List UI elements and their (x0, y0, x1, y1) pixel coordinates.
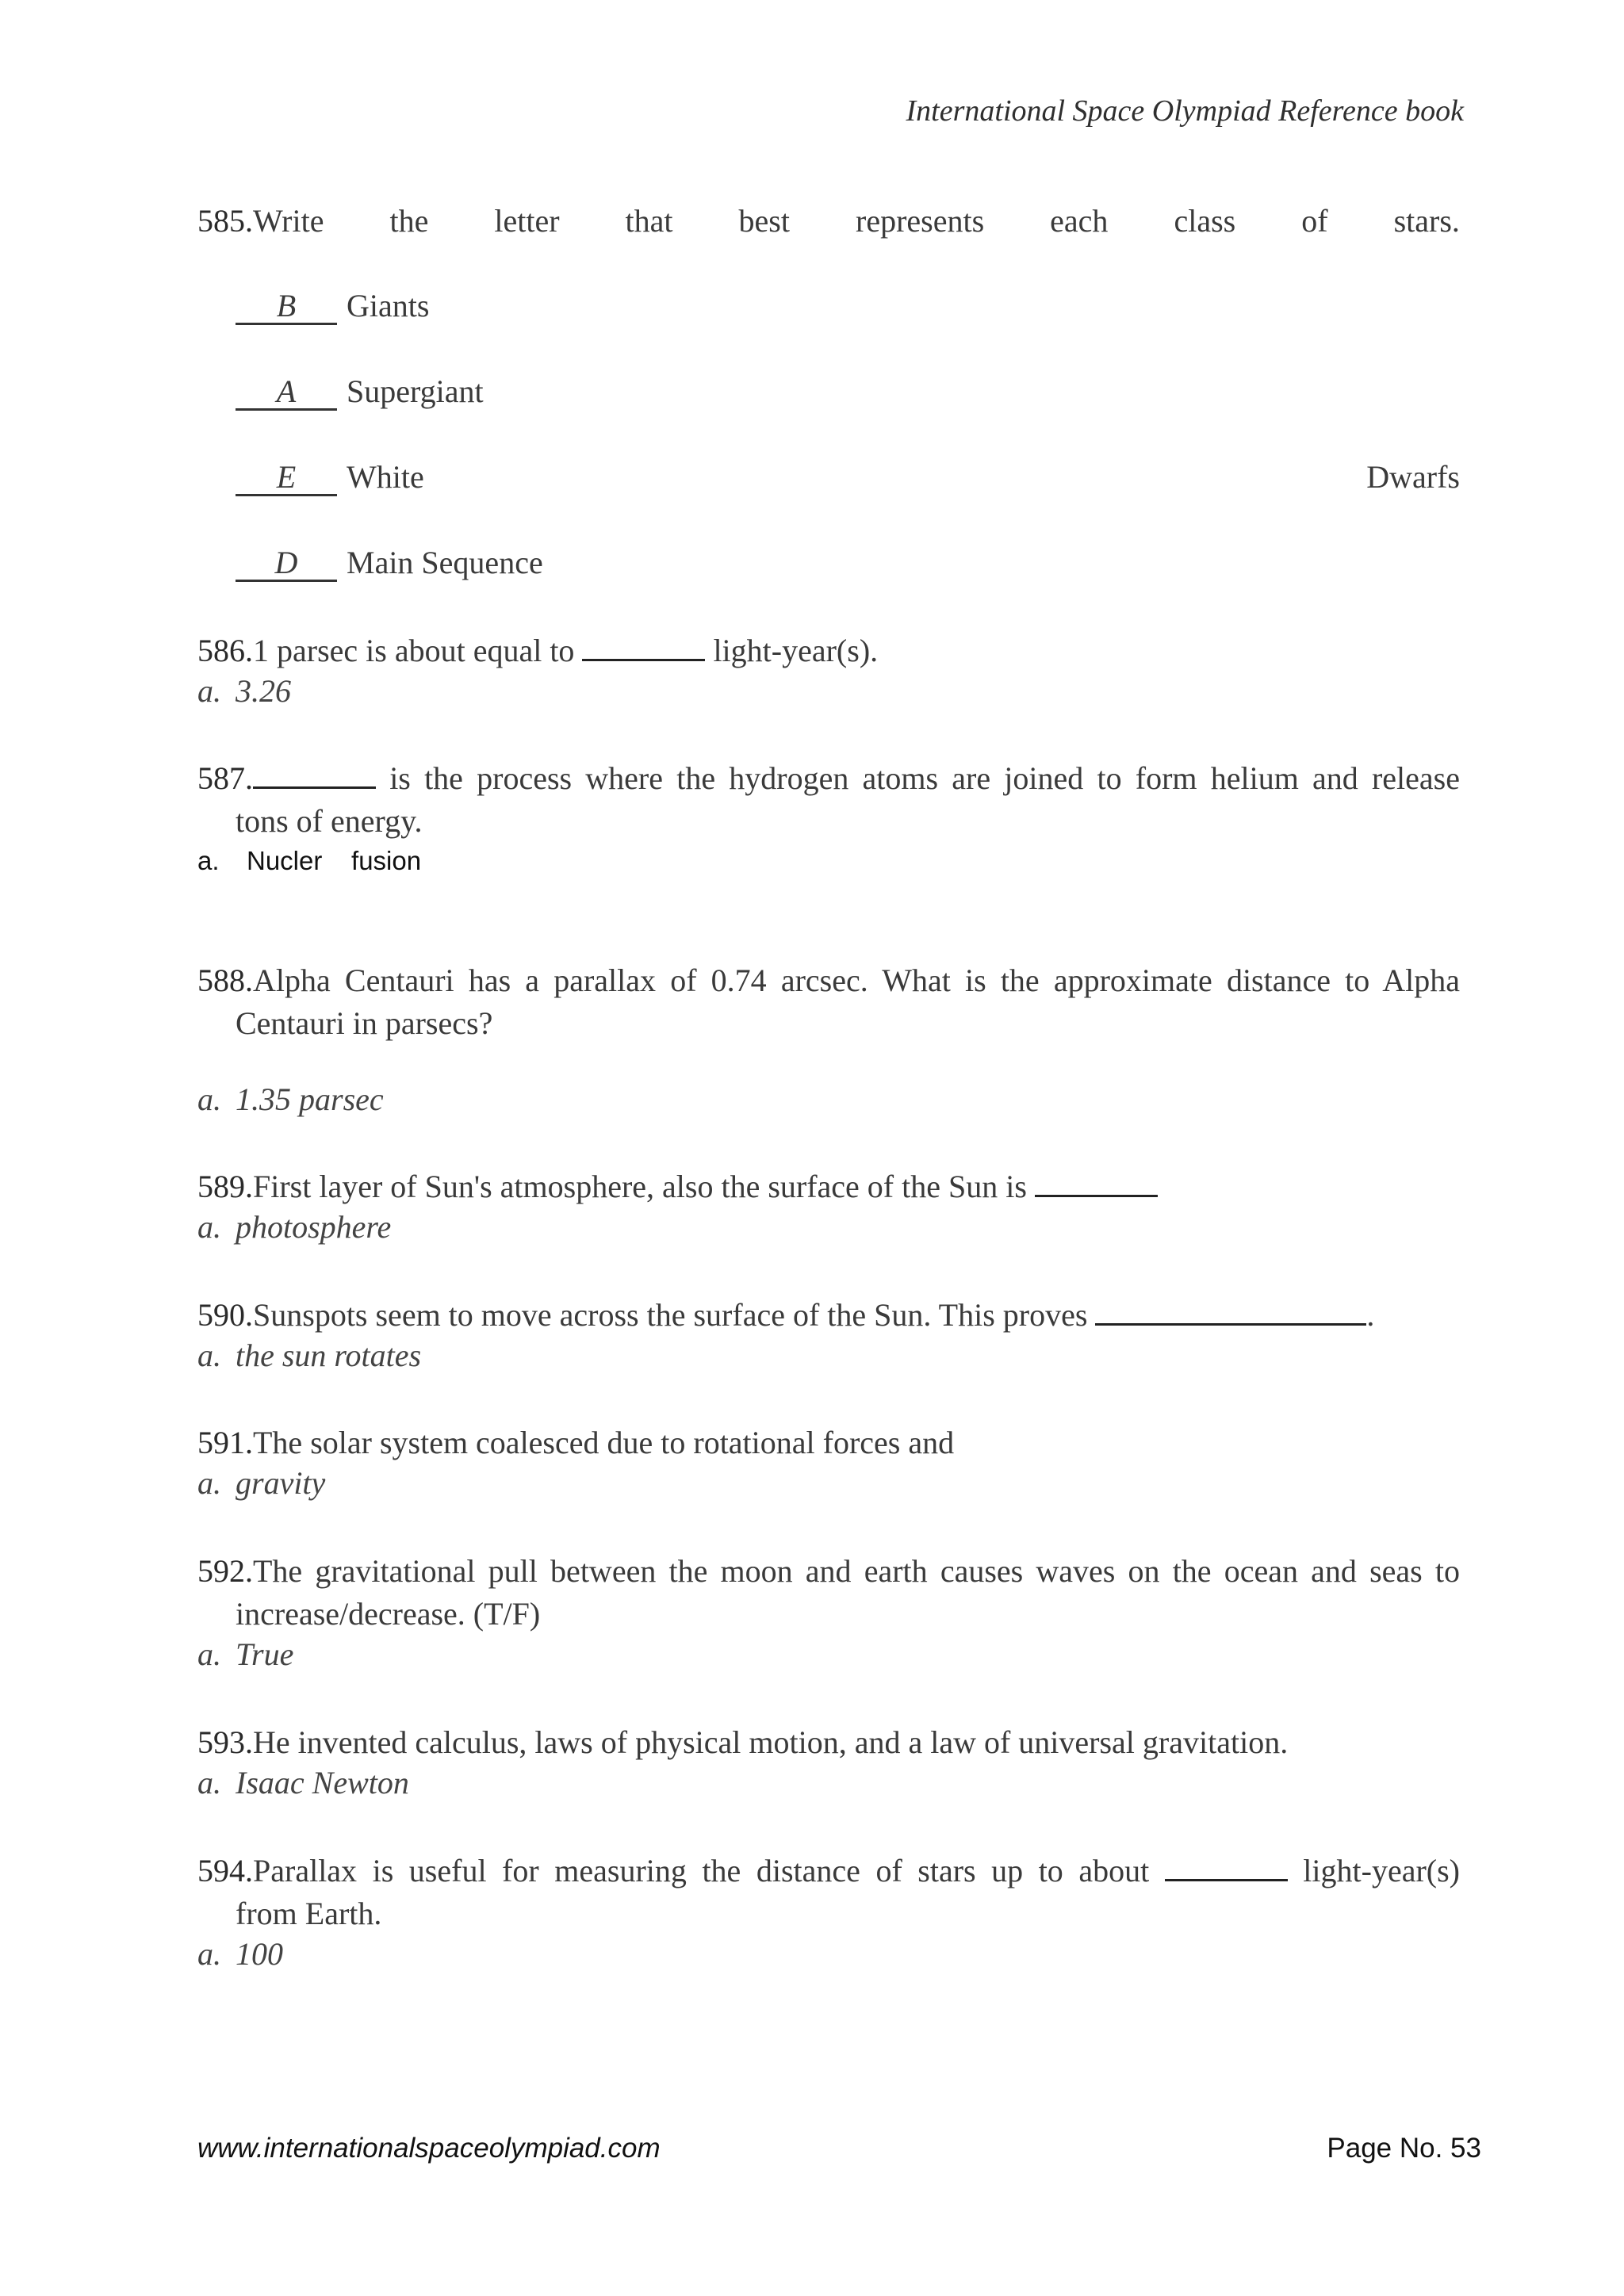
question-591 (197, 1422, 1460, 1464)
answer-590 (197, 1337, 421, 1374)
answer-label: a. (197, 1465, 221, 1501)
question-587 (197, 757, 1460, 800)
question-word: the (389, 203, 429, 239)
match-label: Supergiant (347, 373, 484, 409)
question-text: is the process where the hydrogen atoms are joined to form helium and release (376, 760, 1460, 796)
match-item-main-sequence (236, 544, 1460, 582)
match-label: Giants (347, 288, 430, 323)
question-text: light-year(s). (705, 633, 879, 668)
question-text: Sunspots seem to move across the surface of the Sun. This proves (253, 1297, 1096, 1333)
answer-589 (197, 1208, 391, 1246)
question-word: class (1174, 203, 1236, 239)
answer-text: photosphere (236, 1209, 392, 1245)
footer-website-link[interactable]: www.internationalspaceolympiad.com (197, 2133, 661, 2164)
answer-591 (197, 1464, 325, 1502)
answer-586 (197, 672, 291, 710)
answer-blank (253, 786, 376, 789)
answer-label: a. (197, 673, 221, 709)
match-letter: E (236, 461, 337, 496)
question-592 (197, 1550, 1460, 1593)
question-588 (197, 959, 1460, 1002)
match-letter: A (236, 375, 337, 411)
question-number: 591. (197, 1425, 253, 1460)
footer-page-number: Page No. 53 (1327, 2133, 1481, 2164)
question-592-continuation: increase/decrease. (T/F) (236, 1596, 541, 1632)
question-594-continuation: from Earth. (236, 1896, 382, 1931)
answer-blank (1035, 1195, 1158, 1197)
answer-text: Isaac Newton (236, 1765, 409, 1800)
question-number: 585. (197, 203, 253, 239)
answer-text: True (236, 1636, 294, 1672)
answer-594 (197, 1935, 283, 1973)
question-number: 590. (197, 1297, 253, 1333)
question-588-continuation: Centauri in parsecs? (236, 1005, 493, 1041)
question-word: that (625, 203, 673, 239)
answer-blank (1165, 1879, 1288, 1881)
question-text: Parallax is useful for measuring the distance of stars up to about (253, 1853, 1165, 1888)
question-text: First layer of Sun's atmosphere, also the surface of the Sun is (253, 1169, 1035, 1204)
answer-blank (1095, 1323, 1366, 1326)
question-word: best (738, 203, 790, 239)
answer-blank (582, 659, 705, 661)
answer-text: Nucler fusion (247, 846, 422, 875)
match-item-white-dwarfs (236, 458, 1460, 496)
answer-593 (197, 1764, 409, 1801)
answer-587 (197, 846, 421, 876)
answer-label: a. (197, 846, 220, 875)
match-item-supergiant (236, 373, 1460, 411)
match-label-right: Dwarfs (1366, 459, 1460, 495)
question-word: of (1301, 203, 1328, 239)
question-585 (197, 200, 1460, 243)
question-text: 1 parsec is about equal to (253, 633, 583, 668)
question-589 (197, 1165, 1460, 1208)
match-letter: D (236, 546, 337, 582)
question-585-first-word (197, 200, 324, 243)
question-text: . (1366, 1297, 1375, 1333)
question-number: 586. (197, 633, 253, 668)
answer-label: a. (197, 1081, 221, 1117)
question-text: Alpha Centauri has a parallax of 0.74 arcsec. What is the approximate distance to Alpha (253, 962, 1460, 998)
question-text: The solar system coalesced due to rotational forces and (253, 1425, 955, 1460)
answer-label: a. (197, 1636, 221, 1672)
answer-text: 100 (236, 1936, 283, 1972)
question-number: 593. (197, 1724, 253, 1760)
match-label: White (347, 459, 424, 495)
match-letter: B (236, 289, 337, 325)
page-header-title: International Space Olympiad Reference book (906, 94, 1464, 128)
question-word: letter (494, 203, 560, 239)
question-text: light-year(s) (1287, 1853, 1460, 1888)
question-number: 592. (197, 1553, 253, 1589)
answer-label: a. (197, 1765, 221, 1800)
match-item-giants (236, 287, 1460, 325)
answer-label: a. (197, 1337, 221, 1373)
question-587-continuation: tons of energy. (236, 803, 423, 839)
question-text: He invented calculus, laws of physical motion, and a law of universal gravitation. (253, 1724, 1289, 1760)
question-594 (197, 1850, 1460, 1892)
answer-588 (197, 1081, 384, 1118)
question-number: 587. (197, 760, 253, 796)
question-number: 588. (197, 962, 253, 998)
answer-label: a. (197, 1209, 221, 1245)
answer-label: a. (197, 1936, 221, 1972)
answer-text: 3.26 (236, 673, 291, 709)
answer-text: 1.35 parsec (236, 1081, 384, 1117)
question-word: represents (856, 203, 985, 239)
question-590 (197, 1294, 1460, 1337)
question-number: 589. (197, 1169, 253, 1204)
question-593 (197, 1721, 1460, 1764)
answer-text: the sun rotates (236, 1337, 422, 1373)
question-word: Write (253, 203, 324, 239)
answer-592 (197, 1636, 293, 1673)
answer-text: gravity (236, 1465, 326, 1501)
question-word: stars. (1393, 203, 1460, 239)
question-text: The gravitational pull between the moon and earth causes waves on the ocean and seas to (253, 1553, 1460, 1589)
question-number: 594. (197, 1853, 253, 1888)
question-586 (197, 629, 1460, 672)
question-word: each (1050, 203, 1109, 239)
match-label: Main Sequence (347, 545, 543, 580)
